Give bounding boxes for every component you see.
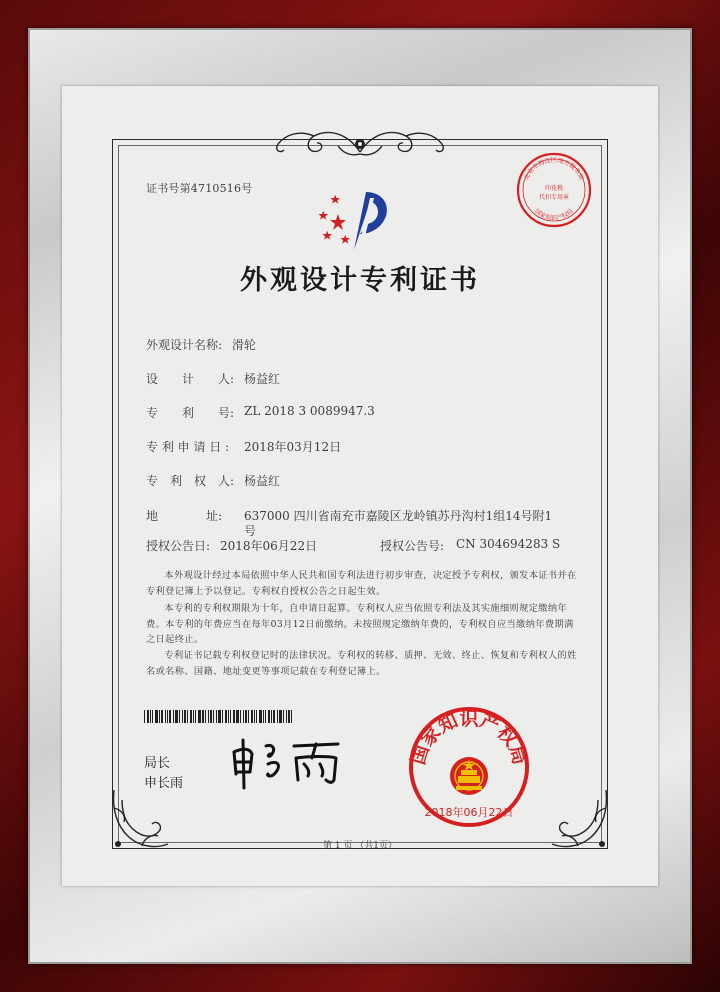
field-design-name-label: 外观设计名称: bbox=[146, 338, 223, 352]
barcode-bar bbox=[150, 710, 151, 723]
barcode-bar bbox=[245, 710, 247, 723]
barcode-bar bbox=[236, 710, 239, 723]
certificate-title: 外观设计专利证书 bbox=[240, 265, 480, 296]
barcode-bar bbox=[208, 710, 209, 723]
barcode-bar bbox=[195, 710, 196, 723]
barcode-bar bbox=[277, 710, 278, 723]
director-name: 申长雨 bbox=[144, 776, 184, 791]
barcode-bar bbox=[243, 710, 244, 723]
body-paragraph-2: 本专利的专利权期限为十年，自申请日起算。专利权人应当依照专利法及其实施细则规定缴纳年费。本专利的年费应当在每年03月12日前缴纳。未按照规定缴纳年费的，专利权自应当缴纳年费期满之日起终止。 bbox=[146, 603, 574, 646]
grant-number-value: CN 304694283 S bbox=[456, 537, 561, 551]
tax-stamp-line2: 印花税 bbox=[544, 185, 564, 192]
barcode-bar bbox=[216, 710, 217, 723]
barcode-bar bbox=[165, 710, 166, 723]
director-signature bbox=[226, 734, 350, 792]
barcode-bar bbox=[263, 710, 264, 723]
field-address-label: 地 址: bbox=[146, 509, 223, 523]
barcode-bar bbox=[190, 710, 192, 723]
barcode-bar bbox=[184, 710, 186, 723]
barcode-bar bbox=[155, 710, 158, 723]
certificate-number: 证书号第4710516号 bbox=[146, 182, 253, 195]
barcode-bar bbox=[169, 710, 171, 723]
field-patent-number-value: ZL 2018 3 0089947.3 bbox=[244, 404, 375, 418]
barcode-bar bbox=[159, 710, 160, 723]
barcode-bar bbox=[254, 710, 255, 723]
field-patentee-label: 专 利 权 人: bbox=[146, 474, 235, 488]
barcode-bar bbox=[259, 710, 262, 723]
barcode-bar bbox=[279, 710, 282, 723]
barcode-bar bbox=[256, 710, 257, 723]
field-patent-number-label: 专 利 号: bbox=[146, 406, 235, 420]
barcode-bar bbox=[233, 710, 235, 723]
barcode-bar bbox=[161, 710, 163, 723]
field-designer-label: 设 计 人: bbox=[146, 372, 235, 386]
barcode-bar bbox=[213, 710, 214, 723]
tax-stamp-line3: 代扣专用章 bbox=[538, 194, 570, 201]
barcode-bar bbox=[230, 710, 231, 723]
field-application-date-value: 2018年03月12日 bbox=[244, 440, 342, 454]
tax-stamp bbox=[514, 150, 594, 230]
national-ip-office-seal bbox=[406, 704, 532, 830]
tax-stamp-top-text: 北京市海淀区地方税务局 bbox=[523, 157, 585, 182]
grant-number-label: 授权公告号: bbox=[380, 539, 445, 553]
field-application-date-label: 专 利 申 请 日 : bbox=[146, 440, 230, 454]
barcode-bar bbox=[283, 710, 284, 723]
seal-date: 2018年06月22日 bbox=[424, 806, 514, 819]
barcode-bar bbox=[198, 710, 201, 723]
barcode-bar bbox=[228, 710, 229, 723]
barcode-bar bbox=[167, 710, 168, 723]
tax-stamp-bottom-text: 国家知识产权局 bbox=[533, 207, 575, 222]
barcode-bar bbox=[273, 710, 275, 723]
barcode-bar bbox=[251, 710, 253, 723]
grant-date-label: 授权公告日: bbox=[146, 539, 211, 553]
barcode-bar bbox=[205, 710, 206, 723]
barcode-bar bbox=[202, 710, 204, 723]
barcode bbox=[144, 710, 300, 723]
barcode-bar bbox=[179, 710, 180, 723]
field-address-line1: 637000 四川省南充市嘉陵区龙岭镇苏丹沟村1组14号附1 bbox=[244, 509, 553, 523]
barcode-bar bbox=[271, 710, 272, 723]
grant-date-value: 2018年06月22日 bbox=[220, 539, 318, 553]
page-footer: 第 1 页 （共1页） bbox=[322, 841, 398, 851]
barcode-bar bbox=[152, 710, 153, 723]
field-address-line2: 号 bbox=[244, 524, 257, 538]
barcode-bar bbox=[210, 710, 212, 723]
director-title: 局长 bbox=[144, 756, 171, 771]
seal-text: 国家知识产权局 bbox=[406, 708, 532, 768]
barcode-bar bbox=[240, 710, 241, 723]
barcode-bar bbox=[225, 710, 227, 723]
patent-office-logo bbox=[314, 184, 406, 254]
barcode-bar bbox=[144, 710, 145, 723]
body-paragraph-1: 本外观设计经过本局依照中华人民共和国专利法进行初步审查，决定授予专利权，颁发本证书并在专利登记簿上予以登记。专利权自授权公告之日起生效。 bbox=[146, 570, 577, 597]
barcode-bar bbox=[265, 710, 266, 723]
national-emblem-icon bbox=[450, 757, 488, 795]
top-ornament bbox=[268, 124, 452, 160]
field-patentee-value: 杨益红 bbox=[244, 474, 281, 488]
field-design-name-value: 滑轮 bbox=[232, 338, 257, 352]
barcode-bar bbox=[193, 710, 194, 723]
barcode-bar bbox=[288, 710, 290, 723]
barcode-bar bbox=[248, 710, 249, 723]
barcode-bar bbox=[291, 710, 292, 723]
barcode-bar bbox=[175, 710, 178, 723]
barcode-bar bbox=[173, 710, 174, 723]
barcode-bar bbox=[182, 710, 183, 723]
barcode-bar bbox=[147, 710, 149, 723]
barcode-bar bbox=[218, 710, 221, 723]
barcode-bar bbox=[187, 710, 188, 723]
barcode-bar bbox=[268, 710, 270, 723]
barcode-bar bbox=[286, 710, 287, 723]
body-paragraph-3: 专利证书记载专利权登记时的法律状况。专利权的转移、质押、无效、终止、恢复和专利权人的姓名或名称、国籍、地址变更等事项记载在专利登记簿上。 bbox=[146, 650, 577, 677]
field-designer-value: 杨益红 bbox=[244, 372, 281, 386]
barcode-bar bbox=[222, 710, 223, 723]
